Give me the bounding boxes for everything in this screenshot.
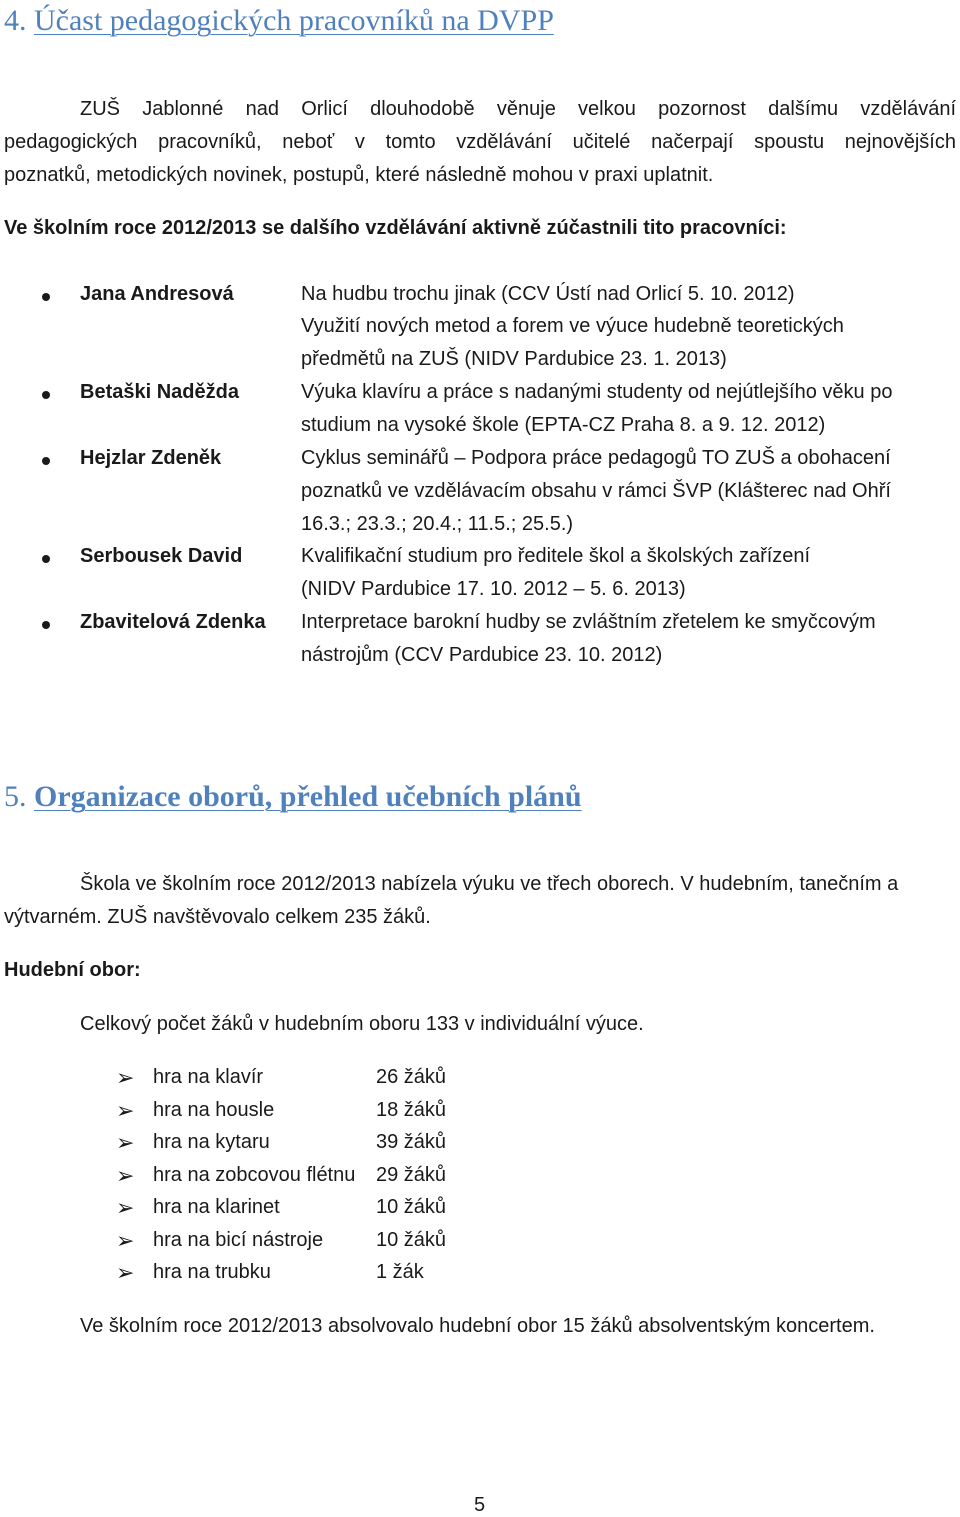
- staff-name: Jana Andresová: [80, 283, 234, 305]
- instrument-count: 29 žáků: [376, 1164, 447, 1186]
- section-4-intro-line-1: ZUŠ Jablonné nad Orlicí dlouhodobě věnuje velkou pozornost dalšímu vzdělávání: [80, 98, 956, 120]
- arrow-bullet-icon: ➢: [116, 1163, 135, 1188]
- arrow-bullet-icon: ➢: [116, 1195, 135, 1220]
- section-4-intro-line-2: pedagogických pracovníků, neboť v tomto vzdělávání učitelé načerpají spoustu nejnovějších: [4, 131, 956, 153]
- section-4-intro-line-3: poznatků, metodických novinek, postupů, které následně mohou v praxi uplatnit.: [4, 164, 714, 186]
- instrument-name: hra na housle: [153, 1099, 275, 1121]
- staff-course-line: studium na vysoké škole (EPTA-CZ Praha 8. a 9. 12. 2012): [301, 414, 826, 436]
- staff-course-line: (NIDV Pardubice 17. 10. 2012 – 5. 6. 2013): [301, 578, 686, 600]
- instrument-count: 1 žák: [376, 1261, 424, 1283]
- section-5-intro-line-2: výtvarném. ZUŠ navštěvovalo celkem 235 žáků.: [4, 906, 431, 928]
- section-5-intro-line-1: Škola ve školním roce 2012/2013 nabízela výuku ve třech oborech. V hudebním, tanečním a: [80, 873, 899, 895]
- staff-course-line: Kvalifikační studium pro ředitele škol a školských zařízení: [301, 545, 811, 567]
- staff-course-line: Interpretace barokní hudby se zvláštním zřetelem ke smyčcovým: [301, 611, 876, 633]
- instrument-count: 10 žáků: [376, 1229, 447, 1251]
- staff-course-line: předmětů na ZUŠ (NIDV Pardubice 23. 1. 2013): [301, 348, 727, 370]
- arrow-bullet-icon: ➢: [116, 1260, 135, 1285]
- instrument-count: 18 žáků: [376, 1099, 447, 1121]
- instrument-count: 10 žáků: [376, 1196, 447, 1218]
- staff-name: Zbavitelová Zdenka: [80, 611, 266, 633]
- instrument-name: hra na klarinet: [153, 1196, 280, 1218]
- instrument-name: hra na trubku: [153, 1261, 271, 1283]
- arrow-bullet-icon: ➢: [116, 1228, 135, 1253]
- staff-course-line: Výuka klavíru a práce s nadanými studenty od nejútlejšího věku po: [301, 381, 893, 403]
- arrow-bullet-icon: ➢: [116, 1130, 135, 1155]
- instrument-name: hra na zobcovou flétnu: [153, 1164, 356, 1186]
- staff-name: Hejzlar Zdeněk: [80, 447, 222, 469]
- section-4-number: 4.: [4, 4, 27, 37]
- section-4-subheading: Ve školním roce 2012/2013 se dalšího vzdělávání aktivně zúčastnili tito pracovníci:: [4, 217, 787, 239]
- staff-course-line: poznatků ve vzdělávacím obsahu v rámci ŠVP (Klášterec nad Ohří: [301, 480, 891, 502]
- music-total: Celkový počet žáků v hudebním oboru 133 v individuální výuce.: [80, 1013, 644, 1035]
- graduates-note: Ve školním roce 2012/2013 absolvovalo hudební obor 15 žáků absolventským koncertem.: [80, 1315, 875, 1337]
- bullet-icon: [42, 457, 50, 465]
- bullet-icon: [42, 555, 50, 563]
- bullet-icon: [42, 293, 50, 301]
- bullet-icon: [42, 621, 50, 629]
- section-4-heading: [4, 4, 554, 38]
- instrument-count: 26 žáků: [376, 1066, 447, 1088]
- staff-name: Serbousek David: [80, 545, 243, 567]
- section-5-heading: [4, 780, 582, 814]
- section-5-number: 5.: [4, 780, 27, 813]
- instrument-name: hra na bicí nástroje: [153, 1229, 324, 1251]
- instrument-count: 39 žáků: [376, 1131, 447, 1153]
- music-heading: Hudební obor:: [4, 959, 141, 981]
- staff-course-line: Na hudbu trochu jinak (CCV Ústí nad Orlicí 5. 10. 2012): [301, 283, 795, 305]
- instrument-name: hra na kytaru: [153, 1131, 270, 1153]
- instrument-name: hra na klavír: [153, 1066, 264, 1088]
- staff-name: Betaški Naděžda: [80, 381, 239, 403]
- section-5-title: Organizace oborů, přehled učebních plánů: [34, 780, 582, 813]
- staff-course-line: nástrojům (CCV Pardubice 23. 10. 2012): [301, 644, 663, 666]
- section-4-title: Účast pedagogických pracovníků na DVPP: [34, 4, 554, 37]
- bullet-icon: [42, 391, 50, 399]
- arrow-bullet-icon: ➢: [116, 1098, 135, 1123]
- staff-course-line: Cyklus seminářů – Podpora práce pedagogů TO ZUŠ a obohacení: [301, 447, 891, 469]
- staff-course-line: Využití nových metod a forem ve výuce hudebně teoretických: [301, 315, 844, 337]
- arrow-bullet-icon: ➢: [116, 1065, 135, 1090]
- staff-course-line: 16.3.; 23.3.; 20.4.; 11.5.; 25.5.): [301, 513, 574, 535]
- page-number: 5: [474, 1494, 486, 1516]
